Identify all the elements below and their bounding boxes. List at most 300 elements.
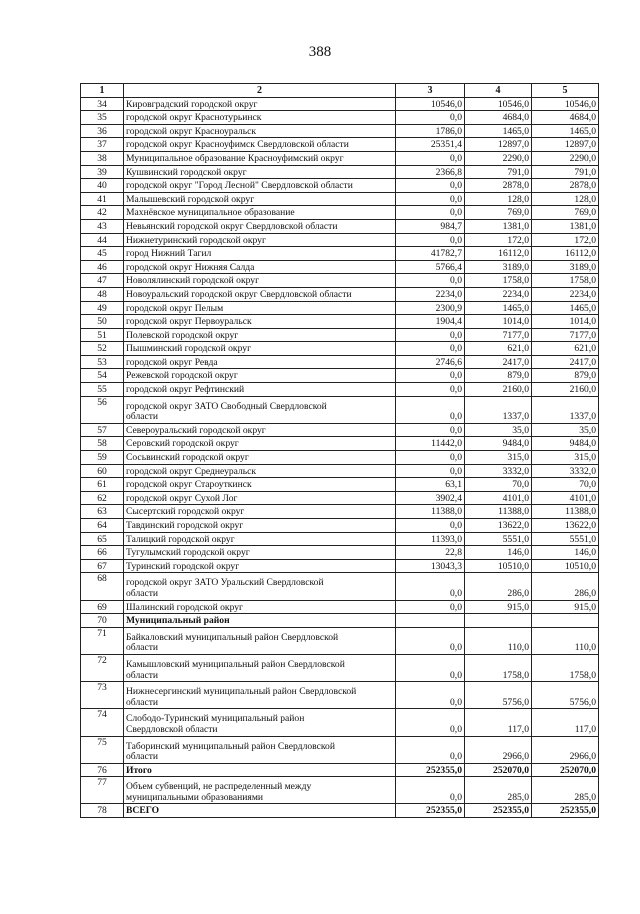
municipality-name-line-1: Сосьвинский городской округ [126, 452, 249, 464]
table-row [81, 287, 599, 301]
value-col-5: 117,0 [532, 709, 599, 736]
municipality-name-line-1: городской округ Ревда [126, 356, 218, 368]
value-col-3: 0,0 [396, 233, 465, 247]
value-col-4: 1014,0 [465, 315, 532, 329]
table-row [81, 423, 599, 437]
municipality-name-line-1: городской округ Нижняя Салда [126, 261, 255, 273]
table-row [81, 219, 599, 233]
table-row [81, 138, 599, 152]
row-number: 57 [81, 423, 124, 437]
municipality-name [124, 804, 396, 818]
row-number: 56 [81, 396, 124, 423]
value-col-3: 22,8 [396, 546, 465, 560]
table-row [81, 627, 599, 654]
municipality-name [124, 301, 396, 315]
value-col-5: 16112,0 [532, 247, 599, 261]
value-col-5: 915,0 [532, 600, 599, 614]
row-number: 76 [81, 763, 124, 777]
municipality-name [124, 600, 396, 614]
row-number: 61 [81, 478, 124, 492]
municipality-name [124, 206, 396, 220]
municipality-name [124, 151, 396, 165]
row-number: 58 [81, 437, 124, 451]
table-row [81, 519, 599, 533]
municipality-name [124, 437, 396, 451]
municipality-name-line-2: области [126, 642, 159, 654]
value-col-4: 252070,0 [465, 763, 532, 777]
municipality-name [124, 491, 396, 505]
table-row [81, 804, 599, 818]
row-number: 44 [81, 233, 124, 247]
value-col-4 [465, 614, 532, 628]
municipality-name [124, 614, 396, 628]
municipality-name-line-1: город Нижний Тагил [126, 248, 212, 260]
value-col-5: 12897,0 [532, 138, 599, 152]
row-number: 48 [81, 287, 124, 301]
municipality-name-line-2: области [126, 751, 159, 763]
municipality-name-line-1: Таборинский муниципальный район Свердловской [126, 740, 335, 752]
value-col-3: 63,1 [396, 478, 465, 492]
value-col-5: 3189,0 [532, 260, 599, 274]
table-row [81, 763, 599, 777]
value-col-3: 0,0 [396, 709, 465, 736]
row-number: 46 [81, 260, 124, 274]
value-col-3: 2300,9 [396, 301, 465, 315]
table-row [81, 355, 599, 369]
municipality-name-line-1: Новолялинский городской округ [126, 275, 260, 287]
municipality-name-line-1: Малышевский городской округ [126, 193, 255, 205]
municipality-name [124, 777, 396, 804]
value-col-4: 70,0 [465, 478, 532, 492]
table-row [81, 165, 599, 179]
value-col-4: 117,0 [465, 709, 532, 736]
value-col-3: 0,0 [396, 396, 465, 423]
value-col-4: 1337,0 [465, 396, 532, 423]
municipality-name [124, 383, 396, 397]
municipality-name [124, 247, 396, 261]
value-col-5: 70,0 [532, 478, 599, 492]
row-number: 68 [81, 573, 124, 600]
table-row [81, 301, 599, 315]
municipality-name-line-1: Слободо-Туринский муниципальный район [126, 713, 305, 725]
municipality-name [124, 532, 396, 546]
row-number: 43 [81, 219, 124, 233]
value-col-4: 172,0 [465, 233, 532, 247]
row-number: 39 [81, 165, 124, 179]
municipality-name-line-1: Камышловский муниципальный район Свердловской [126, 658, 345, 670]
municipality-name-line-1: городской округ Первоуральск [126, 316, 252, 328]
municipality-name-line-1: Объем субвенций, не распределенный между [126, 781, 312, 793]
table-row [81, 383, 599, 397]
value-col-5: 769,0 [532, 206, 599, 220]
value-col-5: 10546,0 [532, 97, 599, 111]
municipality-name-line-1: городской округ Рефтинский [126, 384, 245, 396]
table-row [81, 396, 599, 423]
table-row [81, 654, 599, 681]
row-number: 63 [81, 505, 124, 519]
value-col-5: 2290,0 [532, 151, 599, 165]
row-number: 70 [81, 614, 124, 628]
municipality-name-line-1: городской округ Пелым [126, 302, 224, 314]
value-col-5: 1465,0 [532, 124, 599, 138]
value-col-3: 41782,7 [396, 247, 465, 261]
municipality-name-line-1: Полевской городской округ [126, 329, 239, 341]
municipality-name-line-1: Итого [126, 764, 152, 776]
value-col-5: 2160,0 [532, 383, 599, 397]
value-col-3: 0,0 [396, 383, 465, 397]
municipality-name [124, 219, 396, 233]
value-col-4: 35,0 [465, 423, 532, 437]
table-row [81, 151, 599, 165]
municipality-name-line-1: городской округ Красноуральск [126, 125, 257, 137]
row-number: 75 [81, 736, 124, 763]
municipality-name-line-1: Кушвинский городской округ [126, 166, 247, 178]
value-col-5: 146,0 [532, 546, 599, 560]
table-row [81, 274, 599, 288]
municipality-name [124, 260, 396, 274]
value-col-5: 2878,0 [532, 179, 599, 193]
value-col-3: 1904,4 [396, 315, 465, 329]
value-col-5: 2417,0 [532, 355, 599, 369]
municipality-name-line-2: муниципальными образованиями [126, 791, 264, 803]
value-col-3: 11388,0 [396, 505, 465, 519]
municipality-name [124, 736, 396, 763]
row-number: 54 [81, 369, 124, 383]
value-col-3: 252355,0 [396, 763, 465, 777]
municipality-name [124, 369, 396, 383]
value-col-3: 0,0 [396, 328, 465, 342]
row-number: 52 [81, 342, 124, 356]
value-col-3: 0,0 [396, 736, 465, 763]
header-row [81, 84, 599, 98]
municipality-name [124, 97, 396, 111]
value-col-3: 0,0 [396, 682, 465, 709]
value-col-4: 621,0 [465, 342, 532, 356]
row-number: 45 [81, 247, 124, 261]
table-row [81, 124, 599, 138]
row-number: 69 [81, 600, 124, 614]
table-row [81, 97, 599, 111]
value-col-4: 5551,0 [465, 532, 532, 546]
table-row [81, 247, 599, 261]
value-col-4: 769,0 [465, 206, 532, 220]
table-row [81, 559, 599, 573]
header-col-1: 1 [81, 84, 124, 98]
value-col-5: 128,0 [532, 192, 599, 206]
municipality-name-line-1: ВСЕГО [126, 805, 160, 817]
municipality-name [124, 682, 396, 709]
value-col-4: 16112,0 [465, 247, 532, 261]
municipality-name [124, 559, 396, 573]
value-col-4: 3189,0 [465, 260, 532, 274]
value-col-3: 3902,4 [396, 491, 465, 505]
value-col-4: 10546,0 [465, 97, 532, 111]
table-row [81, 260, 599, 274]
table-row [81, 478, 599, 492]
value-col-5: 9484,0 [532, 437, 599, 451]
value-col-5: 7177,0 [532, 328, 599, 342]
value-col-3: 0,0 [396, 627, 465, 654]
header-col-3: 3 [396, 84, 465, 98]
municipality-name [124, 451, 396, 465]
value-col-5: 621,0 [532, 342, 599, 356]
municipality-name-line-1: Серовский городской округ [126, 438, 239, 450]
table-row [81, 315, 599, 329]
value-col-5: 252070,0 [532, 763, 599, 777]
municipality-name [124, 287, 396, 301]
row-number: 67 [81, 559, 124, 573]
table-row [81, 736, 599, 763]
row-number: 53 [81, 355, 124, 369]
value-col-3: 0,0 [396, 519, 465, 533]
value-col-3: 0,0 [396, 777, 465, 804]
row-number: 62 [81, 491, 124, 505]
row-number: 72 [81, 654, 124, 681]
municipality-name-line-1: Туринский городской округ [126, 560, 240, 572]
municipality-name [124, 573, 396, 600]
municipality-name-line-1: Махнёвское муниципальное образование [126, 207, 295, 219]
value-col-3: 0,0 [396, 206, 465, 220]
municipality-name-line-1: городской округ ЗАТО Уральский Свердловской [126, 577, 324, 589]
value-col-3: 0,0 [396, 464, 465, 478]
table-row [81, 233, 599, 247]
value-col-4: 2878,0 [465, 179, 532, 193]
municipality-name [124, 355, 396, 369]
value-col-3: 0,0 [396, 274, 465, 288]
municipality-name [124, 763, 396, 777]
row-number: 64 [81, 519, 124, 533]
value-col-3: 0,0 [396, 573, 465, 600]
row-number: 50 [81, 315, 124, 329]
value-col-5: 285,0 [532, 777, 599, 804]
value-col-4: 4101,0 [465, 491, 532, 505]
value-col-4: 12897,0 [465, 138, 532, 152]
value-col-3: 2366,8 [396, 165, 465, 179]
municipality-name-line-1: Муниципальное образование Красноуфимский округ [126, 152, 344, 164]
municipality-name-line-1: Тугулымский городской округ [126, 547, 250, 559]
row-number: 55 [81, 383, 124, 397]
municipality-name-line-1: городской округ Староуткинск [126, 479, 252, 491]
value-col-3: 0,0 [396, 151, 465, 165]
municipality-name [124, 505, 396, 519]
value-col-5: 879,0 [532, 369, 599, 383]
municipality-name [124, 111, 396, 125]
table-row [81, 328, 599, 342]
municipality-name [124, 179, 396, 193]
value-col-3: 0,0 [396, 179, 465, 193]
value-col-4: 1381,0 [465, 219, 532, 233]
municipality-name [124, 654, 396, 681]
municipality-name-line-2: области [126, 587, 159, 599]
value-col-4: 10510,0 [465, 559, 532, 573]
municipality-name [124, 165, 396, 179]
municipality-name [124, 464, 396, 478]
municipality-name-line-2: области [126, 696, 159, 708]
value-col-3: 0,0 [396, 192, 465, 206]
row-number: 77 [81, 777, 124, 804]
row-number: 74 [81, 709, 124, 736]
value-col-4: 11388,0 [465, 505, 532, 519]
value-col-4: 1758,0 [465, 654, 532, 681]
table-row [81, 777, 599, 804]
value-col-3: 13043,3 [396, 559, 465, 573]
table-row [81, 369, 599, 383]
value-col-5: 5551,0 [532, 532, 599, 546]
value-col-5 [532, 614, 599, 628]
municipality-name-line-2: Свердловской области [126, 723, 218, 735]
municipality-name [124, 519, 396, 533]
value-col-5: 35,0 [532, 423, 599, 437]
value-col-4: 2234,0 [465, 287, 532, 301]
table-row [81, 206, 599, 220]
value-col-4: 5756,0 [465, 682, 532, 709]
value-col-4: 2290,0 [465, 151, 532, 165]
municipality-name [124, 192, 396, 206]
municipality-name [124, 478, 396, 492]
row-number: 34 [81, 97, 124, 111]
table-row [81, 342, 599, 356]
table-row [81, 573, 599, 600]
page-number: 388 [308, 44, 332, 60]
value-col-3: 252355,0 [396, 804, 465, 818]
value-col-3: 11393,0 [396, 532, 465, 546]
table-row [81, 546, 599, 560]
municipality-name-line-1: городской округ Красноуфимск Свердловской области [126, 139, 349, 151]
value-col-4: 2417,0 [465, 355, 532, 369]
value-col-5: 1337,0 [532, 396, 599, 423]
value-col-4: 879,0 [465, 369, 532, 383]
value-col-4: 13622,0 [465, 519, 532, 533]
value-col-4: 1465,0 [465, 301, 532, 315]
table-row [81, 179, 599, 193]
value-col-3: 0,0 [396, 600, 465, 614]
table-row [81, 437, 599, 451]
row-number: 47 [81, 274, 124, 288]
municipality-name [124, 546, 396, 560]
row-number: 36 [81, 124, 124, 138]
municipality-name-line-1: Пышминский городской округ [126, 343, 251, 355]
value-col-4: 3332,0 [465, 464, 532, 478]
table-row [81, 192, 599, 206]
value-col-5: 252355,0 [532, 804, 599, 818]
municipality-name-line-1: Новоуральский городской округ Свердловской области [126, 288, 352, 300]
value-col-3: 1786,0 [396, 124, 465, 138]
table-row [81, 682, 599, 709]
municipality-name [124, 423, 396, 437]
value-col-3: 0,0 [396, 369, 465, 383]
value-col-3: 0,0 [396, 451, 465, 465]
value-col-3 [396, 614, 465, 628]
value-col-5: 3332,0 [532, 464, 599, 478]
table-row [81, 451, 599, 465]
value-col-5: 286,0 [532, 573, 599, 600]
value-col-4: 9484,0 [465, 437, 532, 451]
value-col-5: 13622,0 [532, 519, 599, 533]
municipality-name-line-1: Муниципальный район [126, 615, 230, 627]
value-col-3: 10546,0 [396, 97, 465, 111]
municipality-name-line-1: Кировградский городской округ [126, 98, 258, 110]
value-col-3: 11442,0 [396, 437, 465, 451]
value-col-4: 1465,0 [465, 124, 532, 138]
value-col-5: 1758,0 [532, 654, 599, 681]
municipality-name-line-1: Нижнетуринский городской округ [126, 234, 266, 246]
municipality-name-line-1: Режевской городской округ [126, 370, 238, 382]
municipality-name-line-1: Талицкий городской округ [126, 533, 235, 545]
value-col-4: 285,0 [465, 777, 532, 804]
value-col-5: 315,0 [532, 451, 599, 465]
municipality-name-line-1: Сысертский городской округ [126, 506, 245, 518]
value-col-3: 5766,4 [396, 260, 465, 274]
row-number: 41 [81, 192, 124, 206]
table-row [81, 709, 599, 736]
value-col-3: 0,0 [396, 111, 465, 125]
municipality-name-line-1: Нижнесергинский муниципальный район Свердловской [126, 686, 357, 698]
table-row [81, 600, 599, 614]
value-col-4: 791,0 [465, 165, 532, 179]
row-number: 78 [81, 804, 124, 818]
value-col-5: 2966,0 [532, 736, 599, 763]
value-col-3: 2746,6 [396, 355, 465, 369]
value-col-4: 146,0 [465, 546, 532, 560]
value-col-5: 2234,0 [532, 287, 599, 301]
header-col-2: 2 [124, 84, 396, 98]
municipality-name [124, 709, 396, 736]
subsidy-table [80, 83, 599, 818]
value-col-4: 110,0 [465, 627, 532, 654]
value-col-3: 25351,4 [396, 138, 465, 152]
row-number: 37 [81, 138, 124, 152]
value-col-5: 5756,0 [532, 682, 599, 709]
municipality-name-line-1: Невьянский городской округ Свердловской области [126, 220, 338, 232]
municipality-name-line-1: Байкаловский муниципальный район Свердловской [126, 631, 339, 643]
row-number: 42 [81, 206, 124, 220]
table-row [81, 505, 599, 519]
value-col-4: 252355,0 [465, 804, 532, 818]
value-col-5: 1381,0 [532, 219, 599, 233]
municipality-name [124, 233, 396, 247]
value-col-3: 0,0 [396, 654, 465, 681]
value-col-3: 0,0 [396, 342, 465, 356]
municipality-name-line-2: области [126, 669, 159, 681]
header-col-5: 5 [532, 84, 599, 98]
municipality-name-line-1: Шалинский городской округ [126, 601, 243, 613]
row-number: 49 [81, 301, 124, 315]
value-col-5: 10510,0 [532, 559, 599, 573]
municipality-name [124, 274, 396, 288]
table-body [81, 97, 599, 817]
value-col-4: 2966,0 [465, 736, 532, 763]
row-number: 60 [81, 464, 124, 478]
value-col-4: 128,0 [465, 192, 532, 206]
municipality-name [124, 396, 396, 423]
municipality-name [124, 328, 396, 342]
value-col-4: 4684,0 [465, 111, 532, 125]
municipality-name-line-1: городской округ Краснотурьинск [126, 112, 262, 124]
table-row [81, 111, 599, 125]
row-number: 59 [81, 451, 124, 465]
value-col-3: 984,7 [396, 219, 465, 233]
municipality-name [124, 627, 396, 654]
value-col-3: 0,0 [396, 423, 465, 437]
row-number: 40 [81, 179, 124, 193]
value-col-5: 1465,0 [532, 301, 599, 315]
header-col-4: 4 [465, 84, 532, 98]
value-col-4: 7177,0 [465, 328, 532, 342]
row-number: 66 [81, 546, 124, 560]
value-col-4: 915,0 [465, 600, 532, 614]
municipality-name-line-1: городской округ ЗАТО Свободный Свердловской [126, 400, 327, 412]
municipality-name-line-1: Тавдинский городской округ [126, 520, 244, 531]
